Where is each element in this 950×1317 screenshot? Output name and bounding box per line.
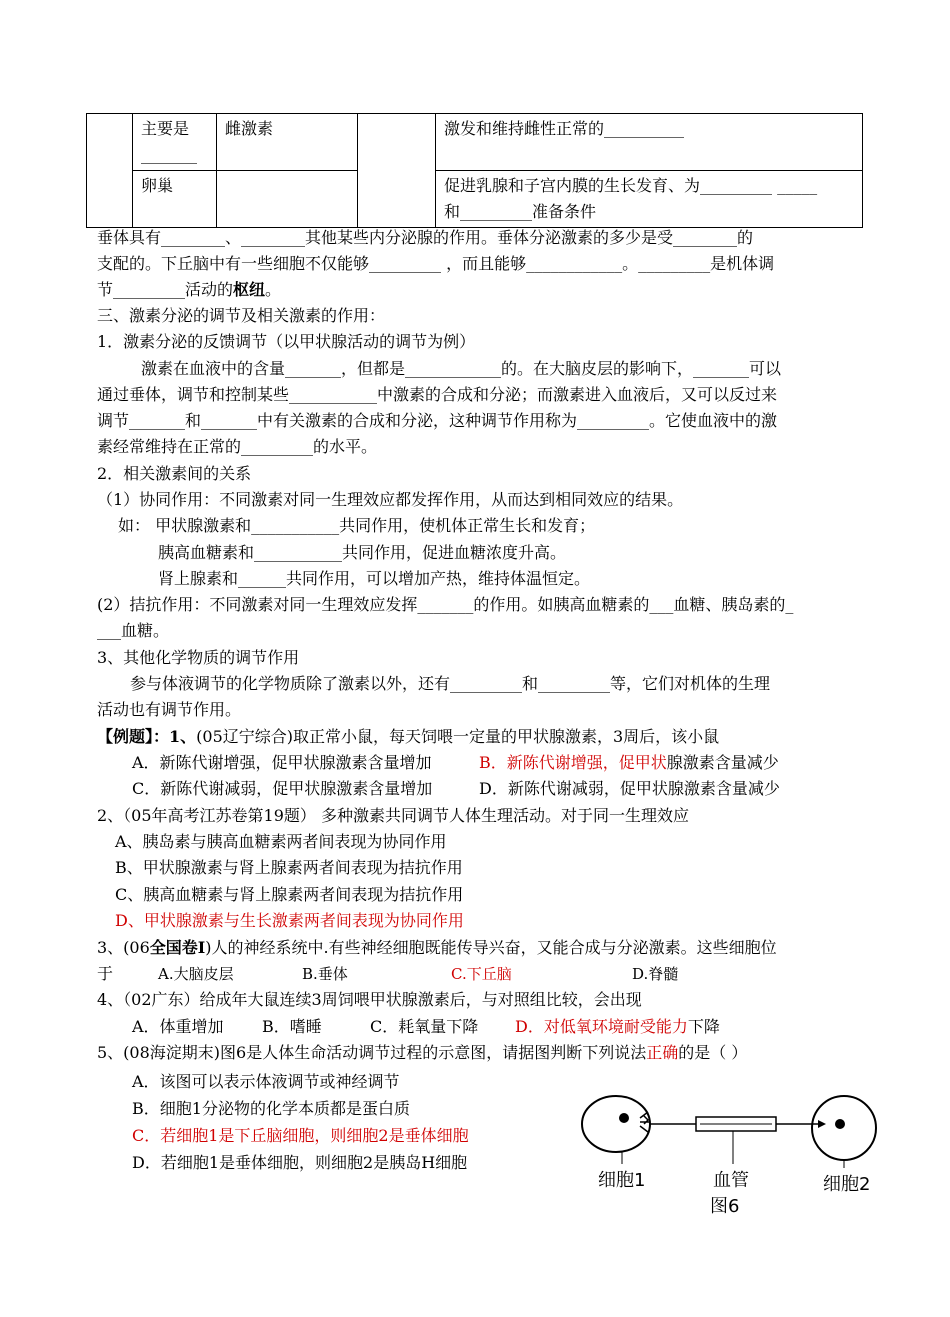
table-cell-empty bbox=[87, 114, 133, 228]
text-line: (2）拮抗作用：不同激素对同一生理效应发挥_______的作用。如胰高血糖素的___血糖、胰岛素的_ bbox=[97, 595, 794, 614]
subsection-heading: 3、其他化学物质的调节作用 bbox=[97, 648, 300, 667]
table-cell-empty bbox=[217, 171, 358, 228]
figure-6-diagram bbox=[578, 1088, 878, 1218]
figure-label-cell-1: 细胞1 bbox=[598, 1170, 646, 1191]
answer-highlight: D．对低氧环境耐受能力 bbox=[515, 1017, 688, 1036]
text: 。 bbox=[265, 280, 282, 299]
option-b: B．嗜睡 bbox=[262, 1017, 322, 1036]
arrow-head-icon bbox=[818, 1120, 826, 1128]
answer-highlight: B．新陈代谢增强，促甲状 bbox=[479, 753, 667, 772]
text-line: 通过垂体，调节和控制某些___________中激素的合成和分泌；而激素进入血液后，又可以反过来 bbox=[97, 385, 778, 404]
option-b: B.垂体 bbox=[302, 965, 348, 983]
option-c: C．新陈代谢减弱，促甲状腺激素含量增加 bbox=[132, 779, 433, 798]
cell-1-shape bbox=[582, 1096, 650, 1152]
option-d: D.脊髓 bbox=[632, 965, 679, 983]
text: 节_________活动的 bbox=[97, 280, 234, 299]
text: 的是（ ） bbox=[678, 1043, 748, 1062]
example-5-question bbox=[97, 1042, 747, 1064]
figure-label-vessel: 血管 bbox=[713, 1170, 749, 1191]
text-line: 于 bbox=[97, 964, 114, 983]
subsection-heading: 2．相关激素间的关系 bbox=[97, 464, 252, 483]
text: 腺激素含量减少 bbox=[666, 753, 779, 772]
table-blank: _______ bbox=[141, 145, 197, 164]
option-c-answer: C.下丘脑 bbox=[451, 965, 512, 983]
example-1-question bbox=[97, 726, 719, 748]
text: )人的神经系统中.有些神经细胞既能传导兴奋，又能合成与分泌激素。这些细胞位 bbox=[205, 938, 777, 957]
text-line: ___血糖。 bbox=[97, 621, 170, 640]
table-row bbox=[87, 114, 863, 171]
text-line: 参与体液调节的化学物质除了激素以外，还有_________和_________等，它们对机体的生理 bbox=[130, 674, 771, 693]
text-line: 肾上腺素和______共同作用，可以增加产热，维持体温恒定。 bbox=[158, 569, 591, 588]
text-line: （1）协同作用：不同激素对同一生理效应都发挥作用，从而达到相同效应的结果。 bbox=[97, 490, 684, 509]
table-cell: 雌激素 bbox=[217, 114, 358, 171]
text-line: 活动也有调节作用。 bbox=[97, 700, 242, 719]
cell-2-nucleus bbox=[835, 1119, 845, 1129]
subsection-heading: 1．激素分泌的反馈调节（以甲状腺活动的调节为例） bbox=[97, 332, 476, 351]
option-a: A.大脑皮层 bbox=[158, 965, 234, 983]
answer-highlight: 正确 bbox=[646, 1043, 679, 1062]
text: 5、(08海淀期末)图6是人体生命活动调节过程的示意图，请据图判断下列说法 bbox=[97, 1043, 647, 1062]
option-d: D．若细胞1是垂体细胞，则细胞2是胰岛H细胞 bbox=[132, 1153, 468, 1172]
table-text: 主要是 bbox=[141, 119, 190, 138]
option-d bbox=[515, 1016, 720, 1038]
text: 3、(06 bbox=[97, 938, 150, 957]
bold-term: 枢纽 bbox=[233, 280, 266, 299]
source-tag: 全国卷Ⅰ bbox=[149, 938, 206, 957]
option-c-answer: C．若细胞1是下丘脑细胞，则细胞2是垂体细胞 bbox=[132, 1126, 469, 1145]
example-4-question: 4、（02广东）给成年大鼠连续3周饲喂甲状腺激素后，与对照组比较，会出现 bbox=[97, 990, 642, 1009]
option-c: C、胰高血糖素与肾上腺素两者间表现为拮抗作用 bbox=[115, 885, 464, 904]
hormone-table bbox=[86, 113, 863, 228]
table-cell: 激发和维持雌性正常的__________ bbox=[436, 114, 863, 171]
table-cell: 卵巢 bbox=[133, 171, 217, 228]
figure-label-cell-2: 细胞2 bbox=[823, 1174, 871, 1195]
table-text: 和_________准备条件 bbox=[444, 202, 597, 221]
text-line: 支配的。下丘脑中有一些细胞不仅能够_________ ，而且能够____________。_________是机体调 bbox=[97, 254, 775, 273]
text-line: 垂体具有________、________其他某些内分泌腺的作用。垂体分泌激素的多少是受________的 bbox=[97, 228, 754, 247]
text-line: 如： 甲状腺激素和___________共同作用，使机体正常生长和发育； bbox=[118, 516, 596, 535]
table-cell-empty bbox=[358, 114, 436, 228]
table-cell bbox=[133, 114, 217, 171]
example-3-question bbox=[97, 937, 777, 959]
option-b: B、甲状腺激素与肾上腺素两者间表现为拮抗作用 bbox=[115, 858, 463, 877]
cell-2-shape bbox=[812, 1096, 876, 1160]
option-a: A、胰岛素与胰高血糖素两者间表现为协同作用 bbox=[115, 832, 447, 851]
table-cell bbox=[436, 171, 863, 228]
text-line: 激素在血液中的含量_______，但都是____________的。在大脑皮层的影响下，_______可以 bbox=[141, 359, 782, 378]
text-line: 调节_______和_______中有关激素的合成和分泌，这种调节作用称为_________。它使血液中的激 bbox=[97, 411, 778, 430]
text-line bbox=[97, 279, 281, 301]
text: (05辽宁综合)取正常小鼠，每天饲喂一定量的甲状腺激素，3周后，该小鼠 bbox=[196, 727, 720, 746]
table-text: 促进乳腺和子宫内膜的生长发育、为_________ _____ bbox=[444, 176, 818, 195]
cell-1-nucleus bbox=[619, 1113, 629, 1123]
text-line: 胰高血糖素和___________共同作用，促进血糖浓度升高。 bbox=[158, 543, 567, 562]
section-heading: 三、激素分泌的调节及相关激素的作用： bbox=[97, 306, 386, 325]
option-a: A．该图可以表示体液调节或神经调节 bbox=[132, 1072, 400, 1091]
option-b bbox=[479, 752, 779, 774]
option-b: B．细胞1分泌物的化学本质都是蛋白质 bbox=[132, 1099, 410, 1118]
figure-caption: 图6 bbox=[710, 1196, 740, 1217]
option-d-answer: D、甲状腺激素与生长激素两者间表现为协同作用 bbox=[115, 911, 464, 930]
option-d: D．新陈代谢减弱，促甲状腺激素含量减少 bbox=[479, 779, 780, 798]
table-row bbox=[87, 171, 863, 228]
text-line: 素经常维持在正常的_________的水平。 bbox=[97, 437, 378, 456]
text: 下降 bbox=[687, 1017, 720, 1036]
example-header: 【例题】：1、 bbox=[97, 727, 197, 746]
option-c: C．耗氧量下降 bbox=[370, 1017, 479, 1036]
option-a: A．体重增加 bbox=[132, 1017, 224, 1036]
option-a: A．新陈代谢增强，促甲状腺激素含量增加 bbox=[132, 753, 432, 772]
example-2-question: 2、（05年高考江苏卷第19题） 多种激素共同调节人体生理活动。对于同一生理效应 bbox=[97, 806, 689, 825]
